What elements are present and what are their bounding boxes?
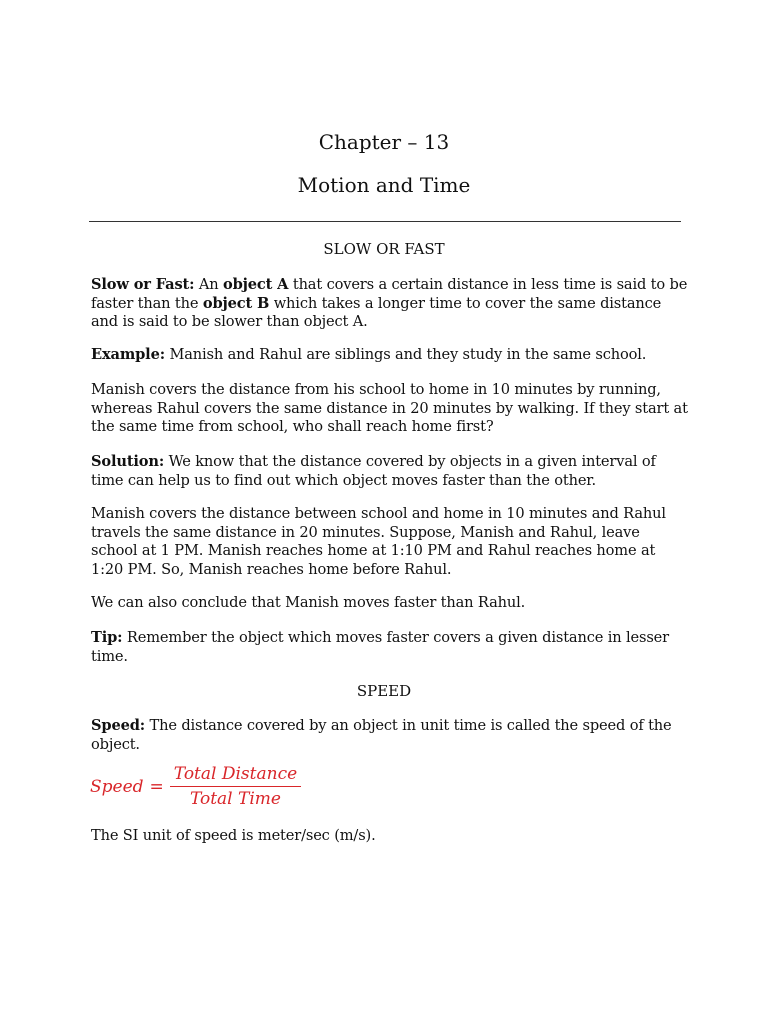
section-heading-slow-or-fast: SLOW OR FAST: [323, 240, 445, 258]
label-example: Example:: [91, 346, 165, 363]
paragraph-solution: [91, 453, 689, 490]
paragraph-example: [91, 346, 689, 365]
formula-numerator: Total Distance: [170, 764, 301, 787]
formula-fraction: [170, 764, 301, 809]
chapter-number: Chapter – 13: [318, 130, 450, 154]
paragraph-explanation: Manish covers the distance between school and home in 10 minutes and Rahul travels the same distance in 20 minutes. Suppose, Manish and Rahul, leave school at 1 PM. Manish reaches home at 1:10 PM and Rahul reaches home at 1:20 PM. So, Manish reaches home before Rahul.: [91, 505, 666, 578]
speed-formula: [90, 764, 301, 809]
formula-lhs: Speed: [90, 776, 144, 797]
label-tip: Tip:: [91, 629, 123, 646]
definition-text-1: An: [194, 276, 224, 293]
definition-text-2: that covers a certain distance in less time is said to be faster than the: [91, 276, 688, 312]
label-slow-or-fast: Slow or Fast:: [91, 276, 195, 293]
paragraph-si-unit: The SI unit of speed is meter/sec (m/s).: [91, 827, 376, 844]
label-speed: Speed:: [91, 717, 146, 734]
paragraph-speed-definition: [91, 717, 689, 754]
paragraph-problem: Manish covers the distance from his school to home in 10 minutes by running, whereas Rahul covers the same distance in 20 minutes by walking. If they start at the same time from school, who shall reach home first?: [91, 381, 688, 435]
label-solution: Solution:: [91, 453, 165, 470]
tip-text: Remember the object which moves faster covers a given distance in lesser time.: [91, 629, 669, 665]
example-text: Manish and Rahul are siblings and they study in the same school.: [164, 346, 647, 363]
paragraph-slow-or-fast-definition: [91, 276, 689, 332]
formula-equals: =: [149, 776, 164, 797]
speed-definition-text: The distance covered by an object in unit time is called the speed of the object.: [91, 717, 672, 753]
solution-text: We know that the distance covered by objects in a given interval of time can help us to find out which object moves faster than the other.: [91, 453, 656, 489]
section-heading-speed: SPEED: [356, 682, 412, 700]
definition-text-3: which takes a longer time to cover the same distance and is said to be slower than object A.: [91, 294, 662, 330]
formula-denominator: Total Time: [189, 789, 281, 809]
term-object-a: object A: [223, 276, 289, 293]
horizontal-rule: [89, 221, 681, 222]
term-object-b: object B: [202, 294, 270, 312]
paragraph-tip: [91, 629, 689, 666]
chapter-title: Motion and Time: [297, 173, 471, 197]
paragraph-conclusion: We can also conclude that Manish moves faster than Rahul.: [91, 594, 526, 611]
